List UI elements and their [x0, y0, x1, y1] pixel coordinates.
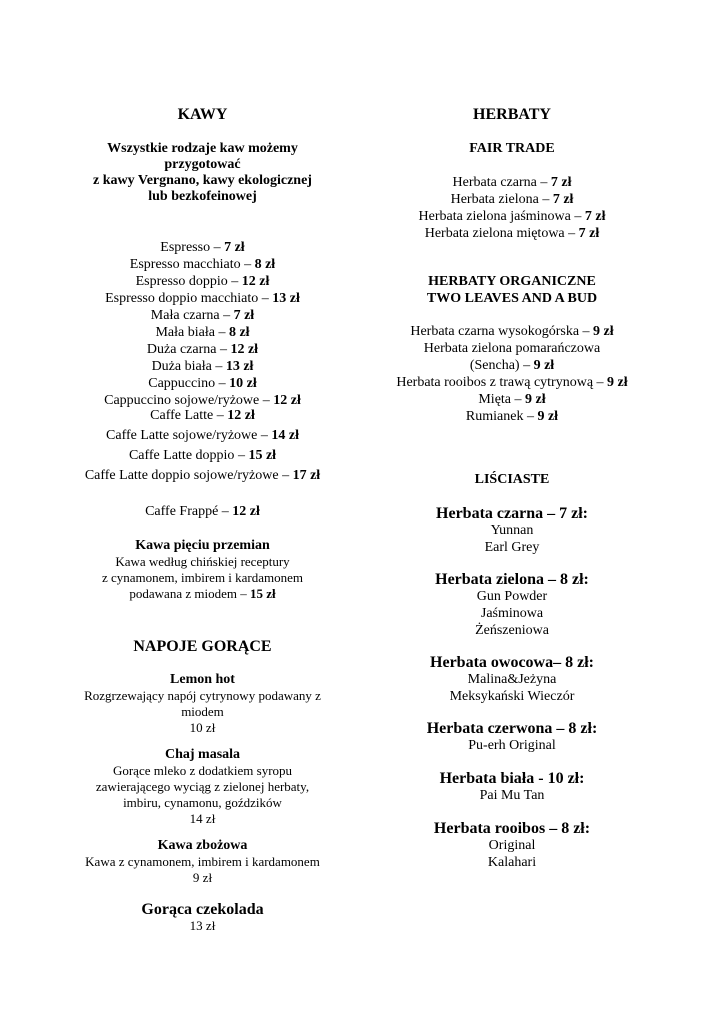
herbaty-title: HERBATY: [473, 106, 551, 123]
menu-item: Caffe Latte doppio – 15 zł: [128, 448, 277, 463]
item-title: Kawa zbożowa: [157, 838, 248, 853]
czekolada-title: Gorąca czekolada: [141, 901, 264, 918]
group-title: Herbata czarna – 7 zł:: [436, 505, 588, 522]
menu-item: Mięta – 9 zł: [478, 392, 546, 407]
group-item: Meksykański Wieczór: [449, 689, 575, 704]
desc-line: zawierającego wyciąg z zielonej herbaty,: [95, 779, 310, 794]
intro-line: przygotować: [164, 157, 241, 172]
menu-item: Cappuccino sojowe/ryżowe – 12 zł: [104, 393, 301, 408]
kawy-list: [55, 239, 350, 409]
lisciaste-group: [362, 505, 662, 556]
lisciaste-group: [362, 820, 662, 871]
item-title: Lemon hot: [170, 672, 235, 687]
group-title: Herbata biała - 10 zł:: [439, 770, 585, 787]
group-item: Earl Grey: [484, 540, 540, 555]
fair-trade-title: FAIR TRADE: [469, 141, 555, 156]
group-title: Herbata owocowa– 8 zł:: [430, 654, 594, 671]
item-desc: [55, 854, 350, 886]
group-item: Pai Mu Tan: [479, 788, 545, 803]
menu-item: Herbata czarna – 7 zł: [452, 175, 572, 190]
item-desc: [55, 688, 350, 736]
menu-item: (Sencha) – 9 zł: [469, 358, 555, 373]
intro-line: Wszystkie rodzaje kaw możemy: [107, 141, 298, 156]
menu-item-frappe: Caffe Frappé – 12 zł: [145, 504, 260, 519]
desc-line: podawana z miodem – 15 zł: [129, 586, 276, 601]
group-item: Jaśminowa: [480, 606, 544, 621]
menu-item: Cappuccino – 10 zł: [148, 376, 257, 391]
group-item: Pu-erh Original: [468, 738, 556, 753]
lisciaste-group: [362, 720, 662, 754]
desc-line: Gorące mleko z dodatkiem syropu: [112, 763, 293, 778]
desc-line: z cynamonem, imbirem i kardamonem: [101, 570, 304, 585]
intro-line: lub bezkofeinowej: [148, 189, 257, 204]
title-line: TWO LEAVES AND A BUD: [426, 291, 598, 306]
item-title: Chaj masala: [164, 747, 241, 762]
lisciaste-group: [362, 654, 662, 705]
special-desc: [55, 554, 350, 602]
organiczne-list: [362, 323, 662, 425]
menu-item: Herbata zielona jaśminowa – 7 zł: [418, 209, 606, 224]
fair-trade-list: [362, 174, 662, 242]
item-price: 10 zł: [189, 720, 216, 735]
group-title: Herbata czerwona – 8 zł:: [426, 720, 598, 737]
menu-item: Caffe Latte doppio sojowe/ryżowe – 17 zł: [84, 468, 321, 483]
lisciaste-group: [362, 571, 662, 639]
menu-item: Herbata czarna wysokogórska – 9 zł: [410, 324, 614, 339]
menu-item: Caffe Latte – 12 zł: [150, 408, 255, 423]
menu-item: Espresso – 7 zł: [160, 240, 245, 255]
menu-item: Espresso macchiato – 8 zł: [129, 257, 276, 272]
special-title: Kawa pięciu przemian: [135, 538, 270, 553]
desc-line: miodem: [181, 704, 224, 719]
desc-line: Rozgrzewający napój cytrynowy podawany z: [84, 688, 321, 703]
kawy-intro: [55, 141, 350, 205]
item-price: 9 zł: [192, 870, 213, 885]
group-item: Żeńszeniowa: [475, 623, 549, 638]
group-item: Yunnan: [490, 523, 534, 538]
menu-item: Herbata zielona miętowa – 7 zł: [424, 226, 600, 241]
organiczne-title: [362, 273, 662, 307]
menu-item: Herbata rooibos z trawą cytrynową – 9 zł: [396, 375, 628, 390]
title-line: HERBATY ORGANICZNE: [428, 274, 596, 289]
menu-item: Herbata zielona – 7 zł: [450, 192, 574, 207]
menu-item: Caffe Latte sojowe/ryżowe – 14 zł: [106, 428, 299, 443]
group-item: Gun Powder: [476, 589, 548, 604]
menu-item: Rumianek – 9 zł: [465, 409, 559, 424]
group-title: Herbata rooibos – 8 zł:: [433, 820, 591, 837]
napoje-title: NAPOJE GORĄCE: [133, 638, 272, 655]
kawy-title: KAWY: [177, 106, 228, 123]
desc-line: imbiru, cynamonu, goździków: [123, 795, 282, 810]
menu-item: Espresso doppio macchiato – 13 zł: [105, 291, 300, 306]
group-item: Original: [488, 838, 536, 853]
menu-item: Duża czarna – 12 zł: [146, 342, 259, 357]
lisciaste-title: LIŚCIASTE: [474, 472, 550, 487]
group-item: Kalahari: [487, 855, 537, 870]
menu-item: Mała czarna – 7 zł: [150, 308, 255, 323]
menu-item: Mała biała – 8 zł: [155, 325, 250, 340]
group-title: Herbata zielona – 8 zł:: [435, 571, 589, 588]
lisciaste-group: [362, 770, 662, 804]
czekolada-price: 13 zł: [189, 918, 216, 933]
item-price: 14 zł: [189, 811, 216, 826]
menu-item: Duża biała – 13 zł: [151, 359, 254, 374]
left-column: [55, 0, 350, 1024]
menu-item: Espresso doppio – 12 zł: [135, 274, 270, 289]
menu-item: Herbata zielona pomarańczowa: [423, 341, 601, 356]
desc-line: Kawa według chińskiej receptury: [115, 554, 290, 569]
desc-line: Kawa z cynamonem, imbirem i kardamonem: [85, 854, 320, 869]
item-desc: [55, 763, 350, 827]
intro-line: z kawy Vergnano, kawy ekologicznej: [93, 173, 312, 188]
group-item: Malina&Jeżyna: [467, 672, 557, 687]
right-column: [362, 0, 662, 1024]
